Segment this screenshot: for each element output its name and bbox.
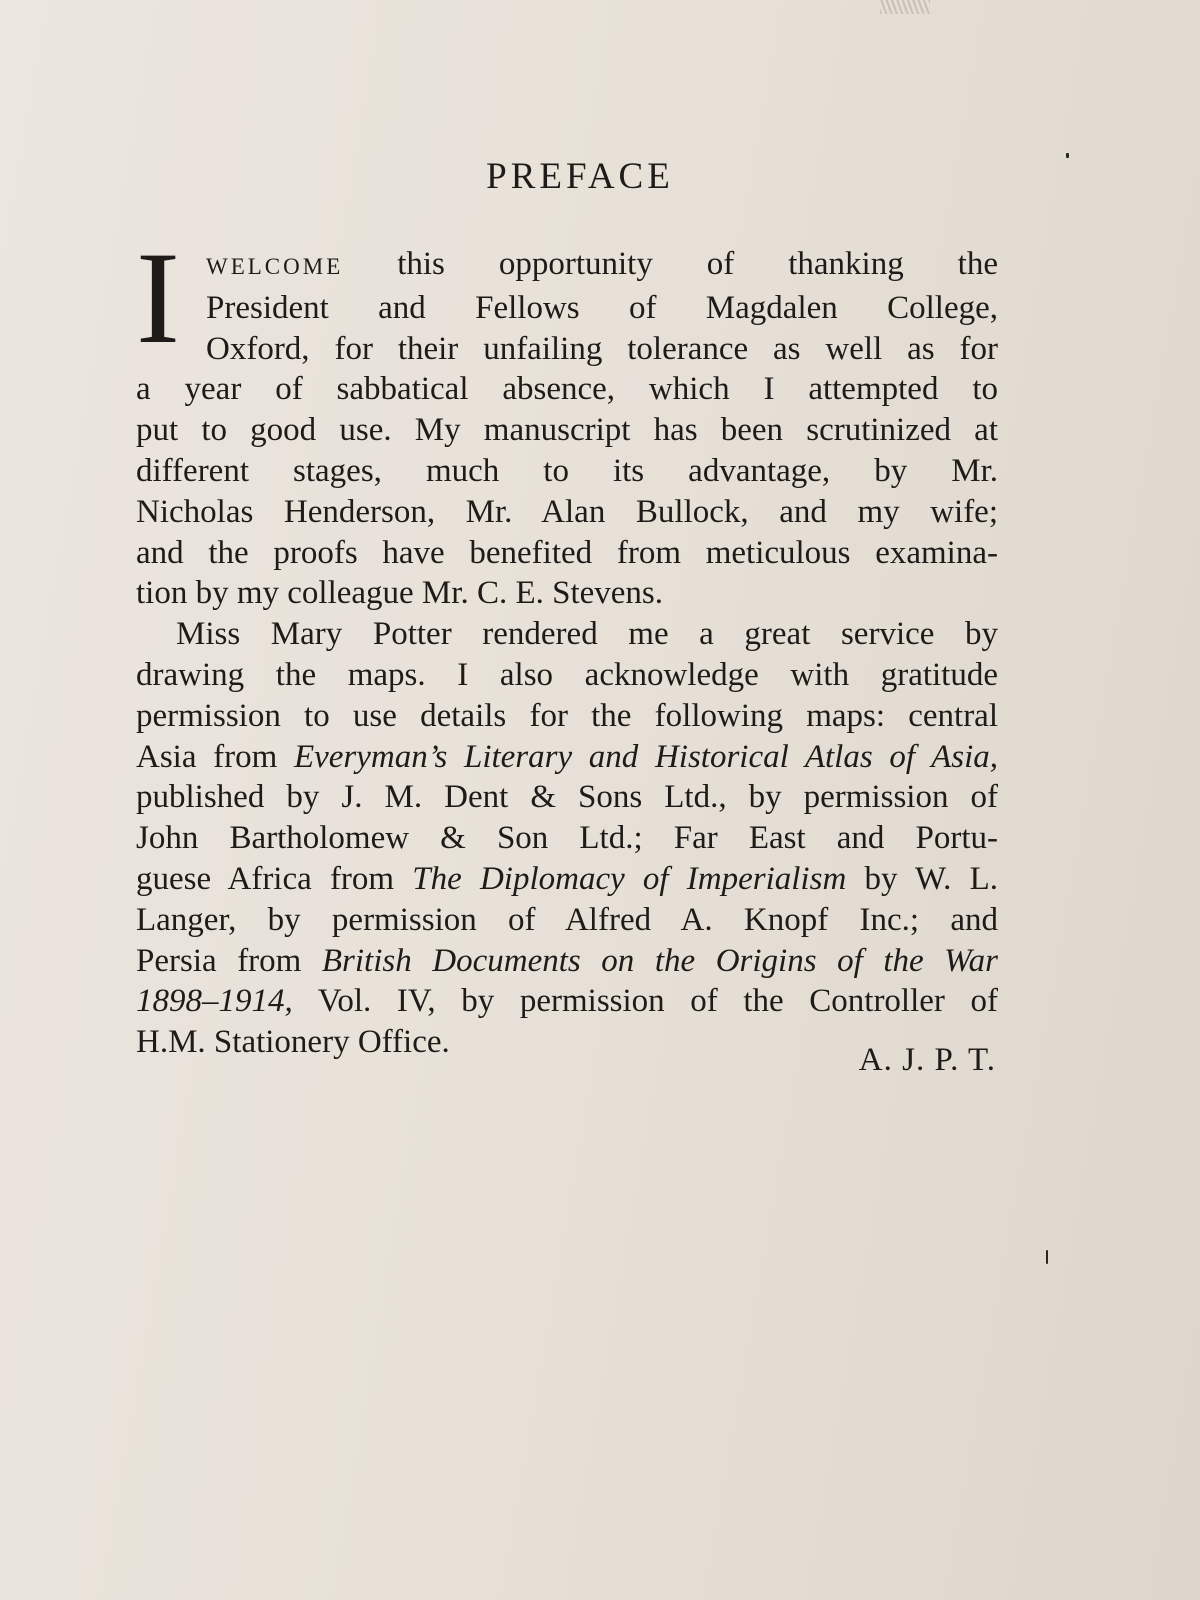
- text-span: Asia from: [136, 738, 294, 775]
- page-mark: [1066, 153, 1069, 158]
- text-line: drawing the maps. I also acknowledge with gratitude: [136, 656, 998, 693]
- text-line: published by J. M. Dent & Sons Ltd., by permission of: [136, 779, 998, 816]
- text-line: H.M. Stationery Office.: [136, 1024, 450, 1061]
- text-span: this opportunity of thanking the: [397, 246, 998, 282]
- text-line: [136, 941, 998, 982]
- italic-date: 1898–1914,: [136, 983, 293, 1020]
- text-line: [136, 859, 998, 900]
- text-line: John Bartholomew & Son Ltd.; Far East and Portu-: [136, 820, 998, 857]
- text-line: [206, 244, 998, 288]
- text-line: President and Fellows of Magdalen College,: [206, 289, 998, 326]
- italic-title: Everyman’s Literary and Historical Atlas of Asia,: [293, 738, 998, 775]
- italic-title: The Diplomacy of Imperialism: [412, 860, 847, 897]
- page-smudge: [880, 0, 930, 14]
- text-span: Persia from: [136, 942, 322, 979]
- signature: A. J. P. T.: [858, 1042, 996, 1078]
- text-line: Oxford, for their unfailing tolerance as well as for: [206, 330, 998, 367]
- text-span: by W. L.: [846, 860, 998, 897]
- text-line: permission to use details for the following maps: central: [136, 697, 998, 734]
- text-line: [136, 981, 998, 1022]
- page-title: PREFACE: [486, 156, 674, 197]
- text-line: [136, 737, 998, 778]
- italic-title: British Documents on the Origins of the War: [321, 942, 998, 979]
- text-span: Vol. IV, by permission of the Controller of: [292, 983, 998, 1020]
- text-line: tion by my colleague Mr. C. E. Stevens.: [136, 575, 664, 612]
- text-span: guese Africa from: [136, 860, 413, 897]
- text-line: Langer, by permission of Alfred A. Knopf Inc.; and: [136, 901, 998, 938]
- opening-smallcaps: WELCOME: [206, 254, 344, 279]
- text-line: and the proofs have benefited from meticulous examina-: [136, 534, 998, 571]
- text-line: a year of sabbatical absence, which I attempted to: [136, 371, 998, 408]
- text-line: put to good use. My manuscript has been scrutinized at: [136, 412, 998, 449]
- paragraph-1-opening: [136, 224, 998, 371]
- text-line: Nicholas Henderson, Mr. Alan Bullock, and my wife;: [136, 493, 998, 530]
- page-mark: [1046, 1250, 1048, 1264]
- preface-body: [136, 224, 998, 1063]
- drop-cap: I: [136, 224, 180, 371]
- text-line: different stages, much to its advantage, by Mr.: [136, 452, 998, 489]
- text-line: Miss Mary Potter rendered me a great service by: [176, 616, 998, 653]
